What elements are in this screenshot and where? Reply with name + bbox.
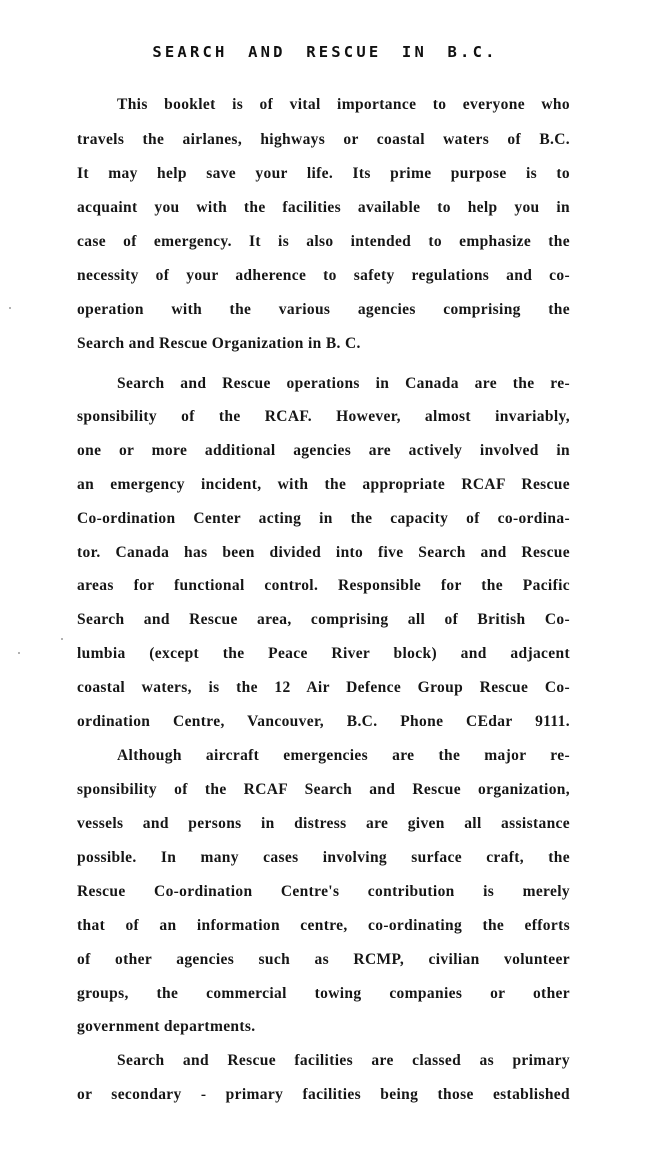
text-line: travels the airlanes, highways or coastal waters of B.C.: [77, 131, 570, 148]
scan-speck: [9, 307, 11, 309]
text-line: areas for functional control. Responsible for the Pacific: [77, 577, 570, 594]
text-line: Search and Rescue Organization in B. C.: [77, 335, 361, 352]
text-line: Search and Rescue operations in Canada are the re-: [117, 375, 570, 392]
text-line: an emergency incident, with the appropriate RCAF Rescue: [77, 476, 570, 493]
text-line: that of an information centre, co-ordinating the efforts: [77, 917, 570, 934]
scan-speck: [61, 638, 63, 640]
text-line: operation with the various agencies comprising the: [77, 301, 570, 318]
text-line: sponsibility of the RCAF Search and Rescue organization,: [77, 781, 570, 798]
text-line: Rescue Co-ordination Centre's contribution is merely: [77, 883, 570, 900]
text-line: necessity of your adherence to safety regulations and co-: [77, 267, 570, 284]
text-line: of other agencies such as RCMP, civilian volunteer: [77, 951, 570, 968]
text-line: Although aircraft emergencies are the major re-: [117, 747, 570, 764]
text-line: coastal waters, is the 12 Air Defence Group Rescue Co-: [77, 679, 570, 696]
text-line: sponsibility of the RCAF. However, almost invariably,: [77, 408, 570, 425]
text-line: one or more additional agencies are actively involved in: [77, 442, 570, 459]
text-line: vessels and persons in distress are given all assistance: [77, 815, 570, 832]
text-line: It may help save your life. Its prime purpose is to: [77, 165, 570, 182]
text-line: ordination Centre, Vancouver, B.C. Phone CEdar 9111.: [77, 713, 570, 730]
text-line: groups, the commercial towing companies or other: [77, 985, 570, 1002]
text-line: acquaint you with the facilities available to help you in: [77, 199, 570, 216]
text-line: possible. In many cases involving surface craft, the: [77, 849, 570, 866]
scan-speck: [18, 652, 20, 654]
text-line: or secondary - primary facilities being those established: [77, 1086, 570, 1103]
text-line: lumbia (except the Peace River block) and adjacent: [77, 645, 570, 662]
text-line: government departments.: [77, 1018, 256, 1035]
text-line: Search and Rescue facilities are classed as primary: [117, 1052, 570, 1069]
text-line: Co-ordination Center acting in the capacity of co-ordina-: [77, 510, 570, 527]
text-line: This booklet is of vital importance to everyone who: [117, 96, 570, 113]
page-title: SEARCH AND RESCUE IN B.C.: [152, 43, 498, 61]
text-line: case of emergency. It is also intended to emphasize the: [77, 233, 570, 250]
text-line: Search and Rescue area, comprising all of British Co-: [77, 611, 570, 628]
text-line: tor. Canada has been divided into five Search and Rescue: [77, 544, 570, 561]
